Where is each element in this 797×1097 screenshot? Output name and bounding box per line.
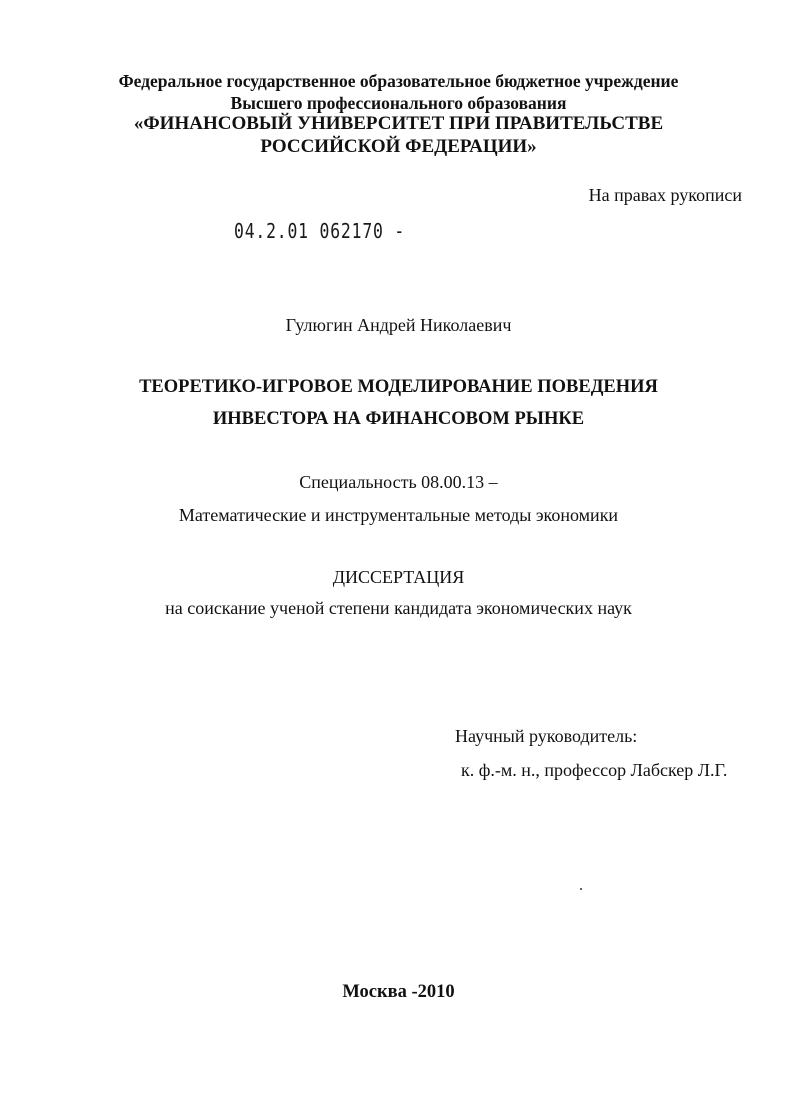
institution-line-1: Федеральное государственное образовательное бюджетное учреждение [118, 71, 679, 91]
scan-speck [580, 888, 582, 890]
library-stamp-number: 04.2.01 062170 - [234, 219, 406, 243]
dissertation-title-line-2: ИНВЕСТОРА НА ФИНАНСОВОМ РЫНКЕ [212, 409, 585, 429]
dissertation-label: ДИССЕРТАЦИЯ [332, 567, 465, 587]
supervisor-label: Научный руководитель: [455, 726, 638, 746]
city-year: Москва -2010 [342, 982, 455, 1002]
university-name-line-2: РОССИЙСКОЙ ФЕДЕРАЦИИ» [260, 136, 537, 157]
author-name: Гулюгин Андрей Николаевич [285, 315, 512, 335]
university-name-line-1: «ФИНАНСОВЫЙ УНИВЕРСИТЕТ ПРИ ПРАВИТЕЛЬСТВЕ [133, 113, 664, 134]
specialty-code: Специальность 08.00.13 – [299, 472, 498, 492]
supervisor-name: к. ф.-м. н., профессор Лабскер Л.Г. [461, 760, 728, 780]
degree-purpose: на соискание ученой степени кандидата экономических наук [165, 598, 632, 618]
dissertation-title-line-1: ТЕОРЕТИКО-ИГРОВОЕ МОДЕЛИРОВАНИЕ ПОВЕДЕНИЯ [139, 377, 658, 397]
institution-line-2: Высшего профессионального образования [230, 93, 567, 113]
specialty-name: Математические и инструментальные методы экономики [178, 505, 619, 525]
manuscript-rights-note: На правах рукописи [588, 185, 742, 205]
